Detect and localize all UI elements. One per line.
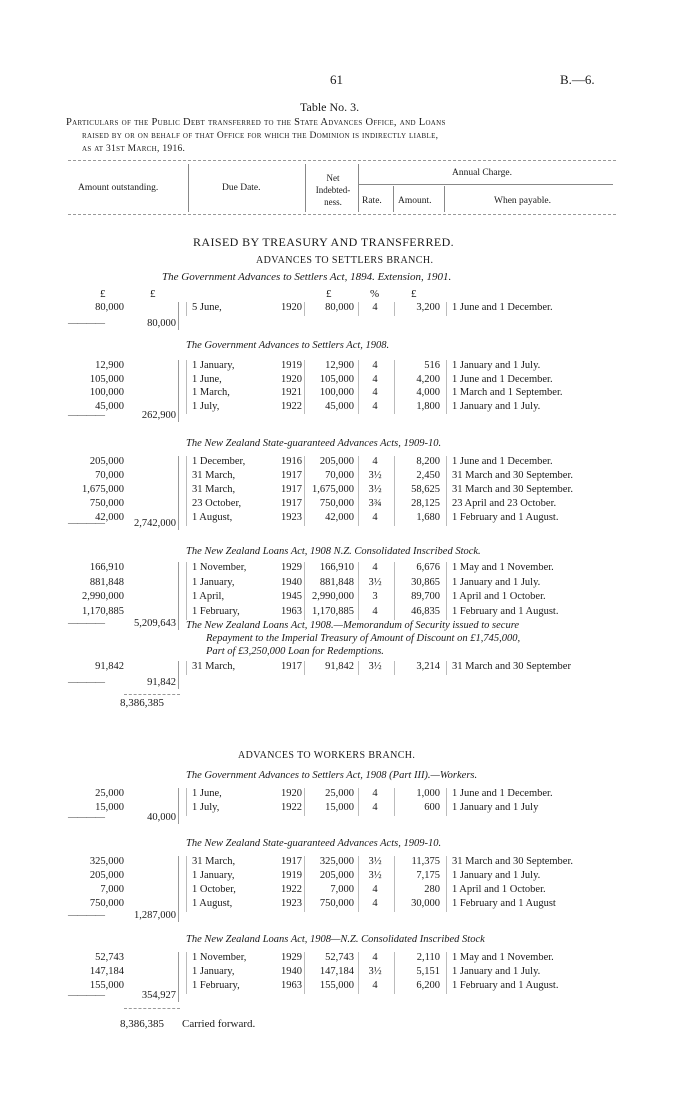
cell-rate: 3½ (368, 856, 382, 867)
cell-annual-amount: 516 (424, 360, 440, 371)
cell-net-indebtedness: 155,000 (319, 980, 354, 991)
cell-due-year: 1920 (281, 302, 302, 313)
cell-due-day-month: 1 February, (192, 980, 240, 991)
carried-forward-amount: 8,386,385 (120, 1018, 164, 1030)
cell-net-indebtedness: 70,000 (325, 470, 354, 481)
cell-when-payable: 1 February and 1 August (452, 898, 556, 909)
cell-annual-amount: 2,110 (416, 952, 440, 963)
cell-amount-outstanding: 100,000 (89, 387, 124, 398)
cell-due-day-month: 1 July, (192, 802, 220, 813)
cell-when-payable: 1 June and 1 December. (452, 373, 553, 385)
section-title: The Government Advances to Settlers Act, 1908 (Part III).—Workers. (186, 770, 478, 781)
header-bottom-rule (68, 214, 616, 215)
total-rule (124, 1008, 180, 1009)
cell-amount-outstanding: 205,000 (89, 870, 124, 881)
table-row (0, 360, 700, 372)
cell-amount-outstanding: 1,170,885 (82, 605, 124, 617)
subtotal-bracket (178, 360, 179, 422)
cell-amount-outstanding: 15,000 (95, 802, 124, 813)
section-title: The New Zealand State-guaranteed Advances Acts, 1909-10. (186, 438, 442, 449)
cell-when-payable: 1 June and 1 December. (452, 456, 553, 467)
col-amount-outstanding: Amount outstanding. (78, 183, 159, 193)
cell-due-year: 1916 (281, 456, 302, 467)
subtotal-dash: ———— (68, 410, 104, 421)
cell-rate: 4 (372, 360, 378, 371)
cell-due-year: 1922 (281, 400, 302, 412)
cell-annual-amount: 8,200 (416, 456, 440, 467)
cell-when-payable: 1 March and 1 September. (452, 387, 563, 398)
subtotal-bracket (178, 562, 179, 630)
cell-when-payable: 1 January and 1 July (452, 802, 539, 813)
cell-due-day-month: 31 March, (192, 856, 236, 867)
table-row (0, 898, 700, 910)
unit-percent: % (370, 288, 380, 300)
cell-annual-amount: 1,800 (416, 400, 440, 412)
cell-amount-outstanding: 12,900 (95, 360, 124, 371)
total-rule (124, 694, 180, 695)
cell-rate: 4 (372, 562, 378, 573)
cell-due-year: 1920 (281, 788, 302, 799)
cell-net-indebtedness: 100,000 (319, 387, 354, 398)
table-row (0, 788, 700, 800)
subtotal-bracket (178, 661, 179, 689)
section-subtotal: 354,927 (141, 990, 176, 1001)
cell-due-year: 1917 (281, 661, 302, 672)
col-when-payable: When payable. (494, 196, 551, 206)
section-subtotal: 2,742,000 (134, 518, 176, 529)
cell-annual-amount: 6,676 (416, 562, 440, 573)
col-annual-charge: Annual Charge. (452, 168, 512, 178)
header-divider (358, 164, 359, 212)
cell-rate: 3½ (368, 966, 382, 977)
cell-due-year: 1917 (281, 484, 302, 495)
cell-annual-amount: 3,200 (416, 302, 440, 313)
cell-annual-amount: 58,625 (411, 484, 440, 495)
subtotal-bracket (178, 302, 179, 330)
cell-rate: 4 (372, 387, 378, 398)
table-row (0, 401, 700, 413)
cell-amount-outstanding: 45,000 (95, 400, 124, 412)
unit-pound: £ (326, 288, 332, 300)
cell-when-payable: 1 February and 1 August. (452, 980, 559, 991)
cell-annual-amount: 46,835 (411, 605, 440, 617)
table-row (0, 884, 700, 896)
cell-net-indebtedness: 91,842 (325, 661, 354, 672)
table-title: Table No. 3. (300, 100, 360, 114)
cell-rate: 3½ (368, 661, 382, 672)
cell-rate: 4 (372, 980, 378, 991)
cell-amount-outstanding: 105,000 (89, 373, 124, 385)
cell-amount-outstanding: 42,000 (95, 512, 124, 523)
cell-when-payable: 1 May and 1 November. (452, 952, 554, 963)
section-title: The Government Advances to Settlers Act, 1908. (186, 340, 390, 351)
cell-when-payable: 1 February and 1 August. (452, 605, 559, 617)
main-heading: RAISED BY TREASURY AND TRANSFERRED. (193, 235, 455, 249)
caption-line-3: as at 31st March, 1916. (82, 144, 186, 154)
section-subtotal: 91,842 (147, 677, 176, 688)
cell-annual-amount: 30,000 (411, 898, 440, 909)
cell-when-payable: 1 April and 1 October. (452, 884, 546, 895)
section-title: The Government Advances to Settlers Act, 1894. Extension, 1901. (162, 271, 452, 283)
table-row (0, 562, 700, 574)
section-title-line-1: The New Zealand Loans Act, 1908.—Memorandum of Security issued to secure (186, 620, 520, 631)
cell-due-day-month: 1 August, (192, 512, 233, 523)
cell-net-indebtedness: 15,000 (325, 802, 354, 813)
cell-rate: 3½ (368, 470, 382, 481)
cell-when-payable: 1 June and 1 December. (452, 788, 553, 799)
subtotal-bracket (178, 856, 179, 922)
cell-when-payable: 1 April and 1 October. (452, 591, 546, 602)
page-number: 61 (330, 72, 343, 87)
table-row (0, 591, 700, 603)
section-title-line-3: Part of £3,250,000 Loan for Redemptions. (206, 646, 384, 657)
section-subtotal: 1,287,000 (134, 910, 176, 921)
cell-due-day-month: 1 January, (192, 870, 235, 881)
cell-annual-amount: 5,151 (416, 966, 440, 977)
table-row (0, 374, 700, 386)
cell-net-indebtedness: 42,000 (325, 512, 354, 523)
cell-net-indebtedness: 1,170,885 (312, 605, 354, 617)
cell-due-year: 1929 (281, 952, 302, 963)
cell-amount-outstanding: 91,842 (95, 661, 124, 672)
cell-due-year: 1923 (281, 898, 302, 909)
cell-annual-amount: 600 (424, 802, 440, 813)
cell-when-payable: 31 March and 30 September. (452, 484, 574, 495)
caption-line-1: Particulars of the Public Debt transferred to the State Advances Office, and Loans (66, 117, 446, 128)
cell-when-payable: 1 January and 1 July. (452, 870, 541, 881)
cell-annual-amount: 4,200 (416, 373, 440, 385)
cell-due-day-month: 31 March, (192, 484, 236, 495)
table-row (0, 870, 700, 882)
header-divider (188, 164, 189, 212)
cell-due-year: 1940 (281, 576, 302, 588)
cell-due-year: 1917 (281, 470, 302, 481)
cell-due-year: 1919 (281, 360, 302, 371)
cell-net-indebtedness: 2,990,000 (312, 591, 354, 602)
section-subtotal: 262,900 (141, 410, 176, 421)
cell-amount-outstanding: 2,990,000 (82, 591, 124, 602)
cell-amount-outstanding: 7,000 (100, 884, 124, 895)
grand-total-settlers: 8,386,385 (120, 697, 164, 709)
cell-net-indebtedness: 52,743 (325, 952, 354, 963)
unit-pound: £ (100, 288, 106, 300)
subtotal-dash: ———— (68, 990, 104, 1001)
cell-net-indebtedness: 205,000 (319, 456, 354, 467)
col-due-date: Due Date. (222, 183, 261, 193)
table-row (0, 470, 700, 482)
cell-rate: 4 (372, 400, 378, 412)
cell-rate: 4 (372, 898, 378, 909)
cell-due-day-month: 1 January, (192, 360, 235, 371)
header-top-rule (68, 160, 616, 161)
subtotal-dash: ———— (68, 910, 104, 921)
cell-amount-outstanding: 166,910 (89, 562, 124, 573)
cell-net-indebtedness: 80,000 (325, 302, 354, 313)
col-net-indebtedness: Net Indebted- ness. (315, 173, 351, 207)
caption-line-2: raised by or on behalf of that Office for which the Dominion is indirectly liable, (82, 131, 439, 141)
cell-due-day-month: 1 November, (192, 562, 247, 573)
document-reference: B.—6. (560, 72, 595, 87)
cell-annual-amount: 2,450 (416, 470, 440, 481)
cell-annual-amount: 7,175 (416, 870, 440, 881)
cell-annual-amount: 280 (424, 884, 440, 895)
cell-net-indebtedness: 147,184 (319, 966, 354, 977)
section-subtotal: 40,000 (147, 812, 176, 823)
cell-due-year: 1919 (281, 870, 302, 881)
table-row (0, 387, 700, 399)
table-row (0, 512, 700, 524)
table-row (0, 802, 700, 814)
cell-due-year: 1923 (281, 512, 302, 523)
cell-when-payable: 31 March and 30 September. (452, 856, 574, 867)
carried-forward-label: Carried forward. (182, 1018, 256, 1030)
cell-net-indebtedness: 750,000 (319, 898, 354, 909)
table-row (0, 484, 700, 496)
cell-due-year: 1917 (281, 498, 302, 509)
cell-due-day-month: 1 November, (192, 952, 247, 963)
cell-rate: 3½ (368, 484, 382, 495)
subtotal-dash: ———— (68, 618, 104, 629)
cell-rate: 3½ (368, 870, 382, 881)
cell-due-day-month: 1 February, (192, 605, 240, 617)
cell-when-payable: 1 January and 1 July. (452, 576, 541, 588)
section-title: The New Zealand State-guaranteed Advances Acts, 1909-10. (186, 838, 442, 849)
subtotal-dash: ———— (68, 318, 104, 329)
section-title: The New Zealand Loans Act, 1908 N.Z. Consolidated Inscribed Stock. (186, 546, 481, 557)
cell-due-year: 1920 (281, 373, 302, 385)
cell-rate: 3½ (368, 576, 382, 588)
table-row (0, 980, 700, 992)
cell-amount-outstanding: 750,000 (89, 898, 124, 909)
section-title-line-2: Repayment to the Imperial Treasury of Amount of Discount on £1,745,000, (206, 633, 521, 644)
header-divider (305, 164, 306, 212)
cell-amount-outstanding: 80,000 (95, 302, 124, 313)
cell-when-payable: 31 March and 30 September (452, 661, 571, 672)
cell-due-day-month: 1 December, (192, 456, 246, 467)
cell-net-indebtedness: 25,000 (325, 788, 354, 799)
cell-rate: 4 (372, 802, 378, 813)
subtotal-dash: ———— (68, 812, 104, 823)
cell-due-day-month: 1 March, (192, 387, 230, 398)
subtotal-bracket (178, 788, 179, 824)
cell-annual-amount: 6,200 (416, 980, 440, 991)
cell-annual-amount: 30,865 (411, 576, 440, 588)
cell-annual-amount: 11,375 (411, 856, 440, 867)
cell-due-year: 1929 (281, 562, 302, 573)
cell-due-day-month: 1 July, (192, 400, 220, 412)
cell-when-payable: 23 April and 23 October. (452, 498, 557, 509)
cell-net-indebtedness: 881,848 (319, 576, 354, 588)
cell-amount-outstanding: 70,000 (95, 470, 124, 481)
table-row (0, 966, 700, 978)
cell-annual-amount: 28,125 (411, 498, 440, 509)
cell-amount-outstanding: 205,000 (89, 456, 124, 467)
cell-due-year: 1963 (281, 605, 302, 617)
cell-rate: 4 (372, 788, 378, 799)
cell-amount-outstanding: 881,848 (89, 576, 124, 588)
cell-net-indebtedness: 750,000 (319, 498, 354, 509)
cell-rate: 4 (372, 952, 378, 963)
cell-amount-outstanding: 325,000 (89, 856, 124, 867)
cell-when-payable: 31 March and 30 September. (452, 470, 574, 481)
cell-amount-outstanding: 155,000 (89, 980, 124, 991)
col-amount: Amount. (398, 196, 432, 206)
cell-amount-outstanding: 52,743 (95, 952, 124, 963)
cell-due-year: 1940 (281, 966, 302, 977)
cell-rate: 3¾ (368, 498, 382, 509)
unit-pound: £ (411, 288, 417, 300)
cell-due-day-month: 31 March, (192, 470, 236, 481)
section-title: The New Zealand Loans Act, 1908—N.Z. Consolidated Inscribed Stock (186, 934, 485, 945)
subtotal-dash: ———— (68, 677, 104, 688)
cell-rate: 4 (372, 373, 378, 385)
cell-when-payable: 1 February and 1 August. (452, 512, 559, 523)
cell-rate: 3 (372, 591, 378, 602)
cell-due-year: 1945 (281, 591, 302, 602)
annual-charge-rule (358, 184, 613, 185)
cell-due-year: 1922 (281, 884, 302, 895)
branch-heading-settlers: ADVANCES TO SETTLERS BRANCH. (256, 255, 434, 266)
cell-annual-amount: 89,700 (411, 591, 440, 602)
cell-when-payable: 1 May and 1 November. (452, 562, 554, 573)
header-divider (393, 186, 394, 212)
subtotal-bracket (178, 456, 179, 530)
cell-net-indebtedness: 205,000 (319, 870, 354, 881)
cell-annual-amount: 1,680 (416, 512, 440, 523)
unit-pound: £ (150, 288, 156, 300)
branch-heading-workers: ADVANCES TO WORKERS BRANCH. (238, 750, 416, 761)
cell-due-year: 1963 (281, 980, 302, 991)
table-row (0, 661, 700, 673)
cell-rate: 4 (372, 456, 378, 467)
cell-net-indebtedness: 12,900 (325, 360, 354, 371)
cell-net-indebtedness: 105,000 (319, 373, 354, 385)
header-divider (444, 186, 445, 212)
cell-rate: 4 (372, 512, 378, 523)
cell-due-day-month: 1 June, (192, 373, 222, 385)
cell-net-indebtedness: 7,000 (330, 884, 354, 895)
cell-net-indebtedness: 1,675,000 (312, 484, 354, 495)
cell-rate: 4 (372, 884, 378, 895)
cell-when-payable: 1 January and 1 July. (452, 360, 541, 371)
cell-when-payable: 1 June and 1 December. (452, 302, 553, 313)
cell-due-year: 1922 (281, 802, 302, 813)
cell-amount-outstanding: 25,000 (95, 788, 124, 799)
cell-annual-amount: 4,000 (416, 387, 440, 398)
table-row (0, 952, 700, 964)
cell-due-year: 1921 (281, 387, 302, 398)
cell-due-day-month: 31 March, (192, 661, 236, 672)
cell-due-day-month: 1 August, (192, 898, 233, 909)
table-row (0, 456, 700, 468)
cell-due-day-month: 5 June, (192, 302, 222, 313)
table-row (0, 856, 700, 868)
cell-due-day-month: 1 April, (192, 591, 225, 602)
section-subtotal: 5,209,643 (134, 618, 176, 629)
cell-net-indebtedness: 325,000 (319, 856, 354, 867)
cell-when-payable: 1 January and 1 July. (452, 966, 541, 977)
cell-when-payable: 1 January and 1 July. (452, 400, 541, 412)
table-row (0, 302, 700, 314)
cell-annual-amount: 1,000 (416, 788, 440, 799)
cell-due-day-month: 1 January, (192, 576, 235, 588)
cell-rate: 4 (372, 605, 378, 617)
cell-amount-outstanding: 750,000 (89, 498, 124, 509)
subtotal-dash: ———— (68, 518, 104, 529)
cell-amount-outstanding: 147,184 (89, 966, 124, 977)
cell-due-day-month: 1 January, (192, 966, 235, 977)
subtotal-bracket (178, 952, 179, 1002)
table-row (0, 606, 700, 618)
col-rate: Rate. (362, 196, 382, 206)
cell-due-day-month: 23 October, (192, 498, 242, 509)
cell-amount-outstanding: 1,675,000 (82, 484, 124, 495)
table-row (0, 577, 700, 589)
cell-annual-amount: 3,214 (416, 661, 440, 672)
section-subtotal: 80,000 (147, 318, 176, 329)
cell-due-day-month: 1 October, (192, 884, 236, 895)
cell-rate: 4 (372, 302, 378, 313)
cell-due-day-month: 1 June, (192, 788, 222, 799)
cell-due-year: 1917 (281, 856, 302, 867)
table-row (0, 498, 700, 510)
cell-net-indebtedness: 45,000 (325, 400, 354, 412)
cell-net-indebtedness: 166,910 (319, 562, 354, 573)
